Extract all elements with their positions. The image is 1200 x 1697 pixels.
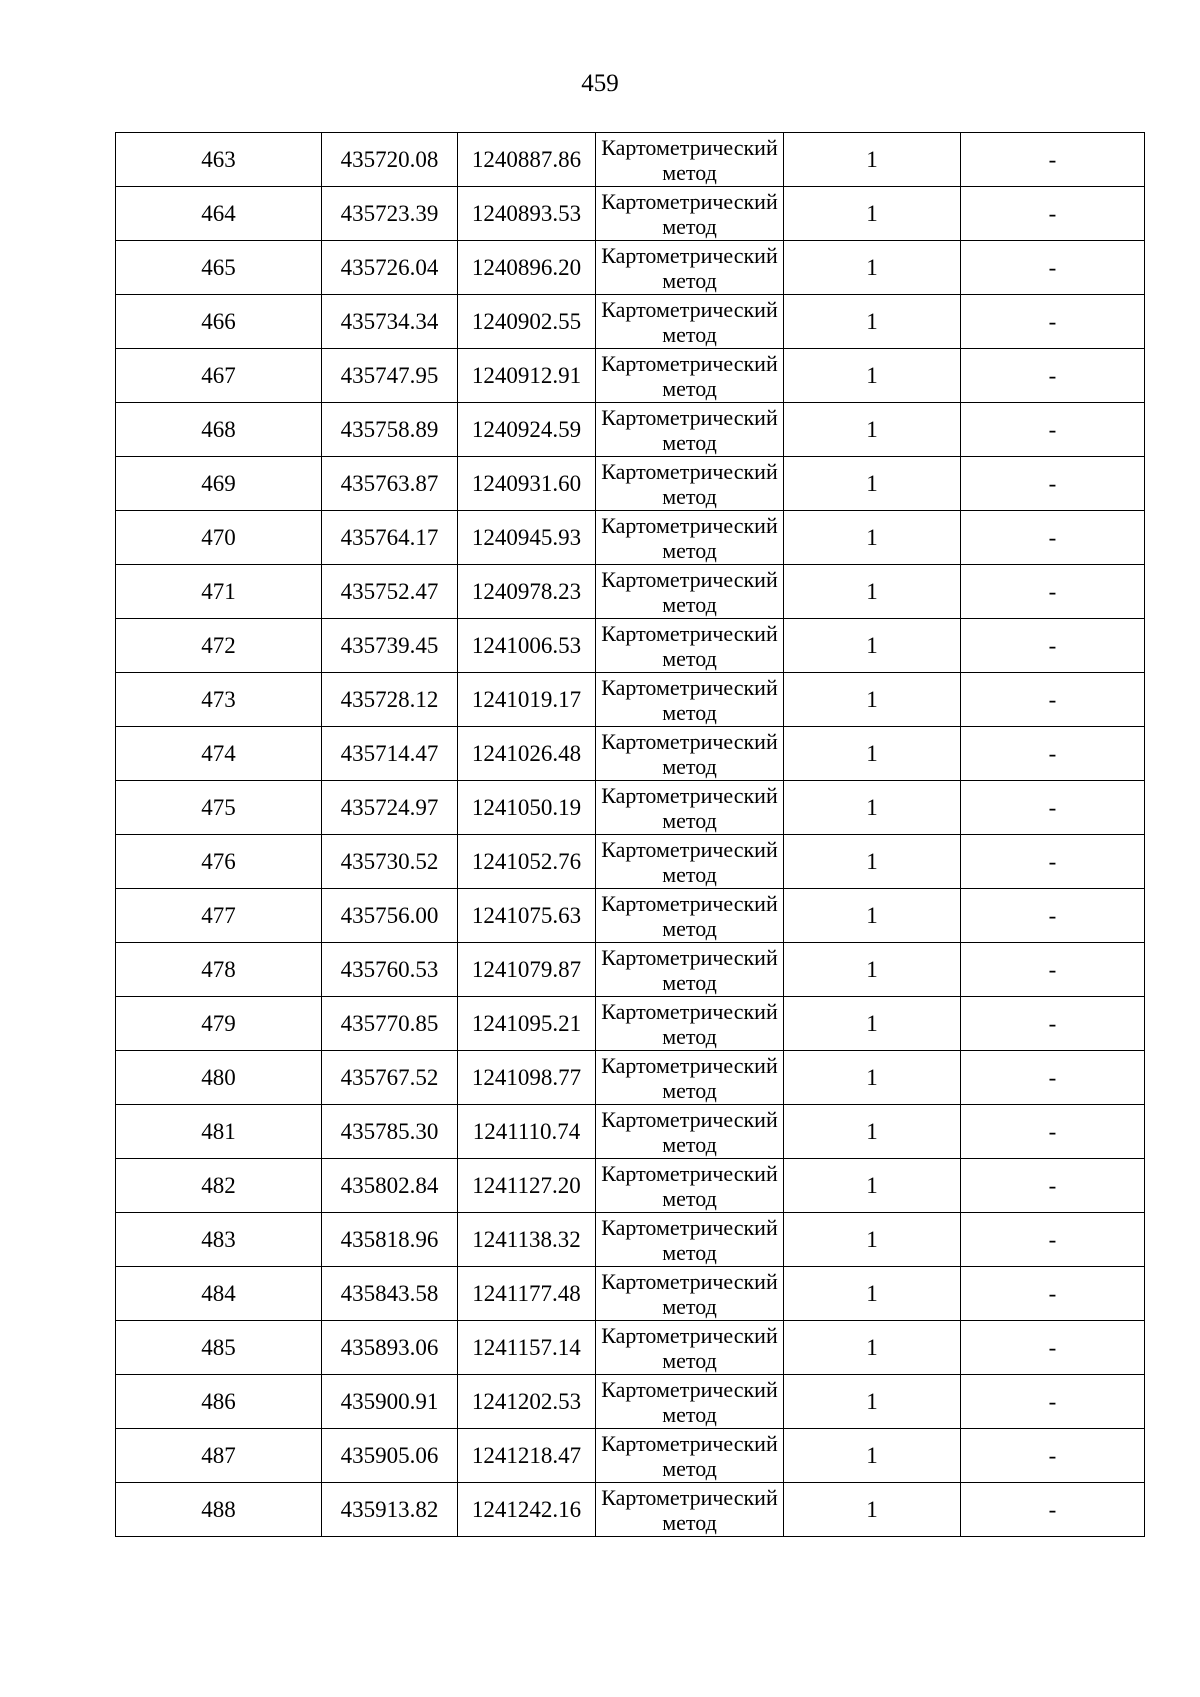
y-coordinate-cell: 1241127.20 xyxy=(458,1159,596,1213)
method-cell: Картометрический метод xyxy=(596,1321,784,1375)
table-row xyxy=(116,727,1145,781)
x-coordinate-cell: 435763.87 xyxy=(322,457,458,511)
method-cell: Картометрический метод xyxy=(596,565,784,619)
point-number-cell: 479 xyxy=(116,997,322,1051)
x-coordinate-cell: 435734.34 xyxy=(322,295,458,349)
method-cell: Картометрический метод xyxy=(596,1051,784,1105)
note-cell: - xyxy=(961,511,1145,565)
note-cell: - xyxy=(961,349,1145,403)
y-coordinate-cell: 1241110.74 xyxy=(458,1105,596,1159)
note-cell: - xyxy=(961,1375,1145,1429)
x-coordinate-cell: 435758.89 xyxy=(322,403,458,457)
accuracy-cell: 1 xyxy=(784,1159,961,1213)
point-number-cell: 477 xyxy=(116,889,322,943)
y-coordinate-cell: 1241075.63 xyxy=(458,889,596,943)
table-row xyxy=(116,349,1145,403)
accuracy-cell: 1 xyxy=(784,835,961,889)
point-number-cell: 482 xyxy=(116,1159,322,1213)
table-row xyxy=(116,511,1145,565)
note-cell: - xyxy=(961,727,1145,781)
table-row xyxy=(116,673,1145,727)
y-coordinate-cell: 1241050.19 xyxy=(458,781,596,835)
table-row xyxy=(116,781,1145,835)
accuracy-cell: 1 xyxy=(784,133,961,187)
x-coordinate-cell: 435893.06 xyxy=(322,1321,458,1375)
accuracy-cell: 1 xyxy=(784,889,961,943)
accuracy-cell: 1 xyxy=(784,241,961,295)
accuracy-cell: 1 xyxy=(784,1321,961,1375)
x-coordinate-cell: 435818.96 xyxy=(322,1213,458,1267)
x-coordinate-cell: 435767.52 xyxy=(322,1051,458,1105)
y-coordinate-cell: 1240896.20 xyxy=(458,241,596,295)
method-cell: Картометрический метод xyxy=(596,619,784,673)
method-cell: Картометрический метод xyxy=(596,673,784,727)
point-number-cell: 470 xyxy=(116,511,322,565)
point-number-cell: 476 xyxy=(116,835,322,889)
x-coordinate-cell: 435760.53 xyxy=(322,943,458,997)
table-row xyxy=(116,241,1145,295)
note-cell: - xyxy=(961,1321,1145,1375)
table-row xyxy=(116,457,1145,511)
note-cell: - xyxy=(961,1483,1145,1537)
point-number-cell: 485 xyxy=(116,1321,322,1375)
x-coordinate-cell: 435802.84 xyxy=(322,1159,458,1213)
table-row xyxy=(116,187,1145,241)
note-cell: - xyxy=(961,187,1145,241)
method-cell: Картометрический метод xyxy=(596,295,784,349)
method-cell: Картометрический метод xyxy=(596,187,784,241)
method-cell: Картометрический метод xyxy=(596,457,784,511)
accuracy-cell: 1 xyxy=(784,619,961,673)
accuracy-cell: 1 xyxy=(784,1267,961,1321)
note-cell: - xyxy=(961,1267,1145,1321)
point-number-cell: 473 xyxy=(116,673,322,727)
x-coordinate-cell: 435739.45 xyxy=(322,619,458,673)
table-row xyxy=(116,403,1145,457)
point-number-cell: 475 xyxy=(116,781,322,835)
x-coordinate-cell: 435723.39 xyxy=(322,187,458,241)
x-coordinate-cell: 435843.58 xyxy=(322,1267,458,1321)
point-number-cell: 487 xyxy=(116,1429,322,1483)
table-row xyxy=(116,1105,1145,1159)
note-cell: - xyxy=(961,1051,1145,1105)
point-number-cell: 488 xyxy=(116,1483,322,1537)
note-cell: - xyxy=(961,943,1145,997)
note-cell: - xyxy=(961,1429,1145,1483)
x-coordinate-cell: 435785.30 xyxy=(322,1105,458,1159)
coordinates-table-body xyxy=(116,133,1145,1537)
point-number-cell: 484 xyxy=(116,1267,322,1321)
x-coordinate-cell: 435720.08 xyxy=(322,133,458,187)
point-number-cell: 474 xyxy=(116,727,322,781)
y-coordinate-cell: 1241098.77 xyxy=(458,1051,596,1105)
table-row xyxy=(116,1213,1145,1267)
point-number-cell: 486 xyxy=(116,1375,322,1429)
point-number-cell: 483 xyxy=(116,1213,322,1267)
y-coordinate-cell: 1241079.87 xyxy=(458,943,596,997)
page-number: 459 xyxy=(581,70,619,97)
method-cell: Картометрический метод xyxy=(596,889,784,943)
y-coordinate-cell: 1241218.47 xyxy=(458,1429,596,1483)
y-coordinate-cell: 1240893.53 xyxy=(458,187,596,241)
table-row xyxy=(116,1321,1145,1375)
accuracy-cell: 1 xyxy=(784,295,961,349)
point-number-cell: 465 xyxy=(116,241,322,295)
method-cell: Картометрический метод xyxy=(596,349,784,403)
table-row xyxy=(116,565,1145,619)
point-number-cell: 471 xyxy=(116,565,322,619)
y-coordinate-cell: 1241019.17 xyxy=(458,673,596,727)
point-number-cell: 478 xyxy=(116,943,322,997)
accuracy-cell: 1 xyxy=(784,1375,961,1429)
note-cell: - xyxy=(961,673,1145,727)
method-cell: Картометрический метод xyxy=(596,943,784,997)
point-number-cell: 469 xyxy=(116,457,322,511)
accuracy-cell: 1 xyxy=(784,1105,961,1159)
method-cell: Картометрический метод xyxy=(596,511,784,565)
x-coordinate-cell: 435730.52 xyxy=(322,835,458,889)
accuracy-cell: 1 xyxy=(784,565,961,619)
method-cell: Картометрический метод xyxy=(596,1375,784,1429)
accuracy-cell: 1 xyxy=(784,727,961,781)
x-coordinate-cell: 435728.12 xyxy=(322,673,458,727)
x-coordinate-cell: 435913.82 xyxy=(322,1483,458,1537)
accuracy-cell: 1 xyxy=(784,403,961,457)
table-row xyxy=(116,1375,1145,1429)
method-cell: Картометрический метод xyxy=(596,781,784,835)
note-cell: - xyxy=(961,403,1145,457)
point-number-cell: 481 xyxy=(116,1105,322,1159)
y-coordinate-cell: 1241157.14 xyxy=(458,1321,596,1375)
x-coordinate-cell: 435752.47 xyxy=(322,565,458,619)
point-number-cell: 466 xyxy=(116,295,322,349)
method-cell: Картометрический метод xyxy=(596,997,784,1051)
y-coordinate-cell: 1241242.16 xyxy=(458,1483,596,1537)
coordinates-table xyxy=(115,132,1145,1537)
accuracy-cell: 1 xyxy=(784,781,961,835)
accuracy-cell: 1 xyxy=(784,457,961,511)
y-coordinate-cell: 1240978.23 xyxy=(458,565,596,619)
y-coordinate-cell: 1240887.86 xyxy=(458,133,596,187)
note-cell: - xyxy=(961,565,1145,619)
x-coordinate-cell: 435764.17 xyxy=(322,511,458,565)
method-cell: Картометрический метод xyxy=(596,241,784,295)
y-coordinate-cell: 1241026.48 xyxy=(458,727,596,781)
method-cell: Картометрический метод xyxy=(596,835,784,889)
note-cell: - xyxy=(961,1159,1145,1213)
y-coordinate-cell: 1240912.91 xyxy=(458,349,596,403)
y-coordinate-cell: 1241202.53 xyxy=(458,1375,596,1429)
method-cell: Картометрический метод xyxy=(596,403,784,457)
accuracy-cell: 1 xyxy=(784,997,961,1051)
method-cell: Картометрический метод xyxy=(596,1213,784,1267)
note-cell: - xyxy=(961,619,1145,673)
y-coordinate-cell: 1240924.59 xyxy=(458,403,596,457)
accuracy-cell: 1 xyxy=(784,673,961,727)
method-cell: Картометрический метод xyxy=(596,1105,784,1159)
point-number-cell: 480 xyxy=(116,1051,322,1105)
point-number-cell: 468 xyxy=(116,403,322,457)
note-cell: - xyxy=(961,889,1145,943)
accuracy-cell: 1 xyxy=(784,1429,961,1483)
method-cell: Картометрический метод xyxy=(596,1267,784,1321)
y-coordinate-cell: 1240902.55 xyxy=(458,295,596,349)
accuracy-cell: 1 xyxy=(784,1213,961,1267)
point-number-cell: 467 xyxy=(116,349,322,403)
table-row xyxy=(116,997,1145,1051)
x-coordinate-cell: 435756.00 xyxy=(322,889,458,943)
y-coordinate-cell: 1241006.53 xyxy=(458,619,596,673)
x-coordinate-cell: 435747.95 xyxy=(322,349,458,403)
y-coordinate-cell: 1241138.32 xyxy=(458,1213,596,1267)
x-coordinate-cell: 435724.97 xyxy=(322,781,458,835)
note-cell: - xyxy=(961,295,1145,349)
accuracy-cell: 1 xyxy=(784,511,961,565)
x-coordinate-cell: 435900.91 xyxy=(322,1375,458,1429)
table-row xyxy=(116,943,1145,997)
note-cell: - xyxy=(961,781,1145,835)
note-cell: - xyxy=(961,133,1145,187)
accuracy-cell: 1 xyxy=(784,1483,961,1537)
method-cell: Картометрический метод xyxy=(596,1429,784,1483)
accuracy-cell: 1 xyxy=(784,187,961,241)
note-cell: - xyxy=(961,997,1145,1051)
table-row xyxy=(116,133,1145,187)
note-cell: - xyxy=(961,1105,1145,1159)
accuracy-cell: 1 xyxy=(784,943,961,997)
table-row xyxy=(116,1051,1145,1105)
point-number-cell: 472 xyxy=(116,619,322,673)
point-number-cell: 463 xyxy=(116,133,322,187)
table-row xyxy=(116,1267,1145,1321)
table-row xyxy=(116,1483,1145,1537)
y-coordinate-cell: 1240931.60 xyxy=(458,457,596,511)
accuracy-cell: 1 xyxy=(784,1051,961,1105)
y-coordinate-cell: 1240945.93 xyxy=(458,511,596,565)
note-cell: - xyxy=(961,835,1145,889)
x-coordinate-cell: 435726.04 xyxy=(322,241,458,295)
table-row xyxy=(116,1159,1145,1213)
table-row xyxy=(116,619,1145,673)
note-cell: - xyxy=(961,457,1145,511)
note-cell: - xyxy=(961,1213,1145,1267)
note-cell: - xyxy=(961,241,1145,295)
method-cell: Картометрический метод xyxy=(596,727,784,781)
method-cell: Картометрический метод xyxy=(596,133,784,187)
table-row xyxy=(116,889,1145,943)
x-coordinate-cell: 435770.85 xyxy=(322,997,458,1051)
y-coordinate-cell: 1241052.76 xyxy=(458,835,596,889)
method-cell: Картометрический метод xyxy=(596,1483,784,1537)
x-coordinate-cell: 435905.06 xyxy=(322,1429,458,1483)
y-coordinate-cell: 1241177.48 xyxy=(458,1267,596,1321)
table-row xyxy=(116,295,1145,349)
method-cell: Картометрический метод xyxy=(596,1159,784,1213)
y-coordinate-cell: 1241095.21 xyxy=(458,997,596,1051)
x-coordinate-cell: 435714.47 xyxy=(322,727,458,781)
accuracy-cell: 1 xyxy=(784,349,961,403)
table-row xyxy=(116,1429,1145,1483)
table-row xyxy=(116,835,1145,889)
point-number-cell: 464 xyxy=(116,187,322,241)
